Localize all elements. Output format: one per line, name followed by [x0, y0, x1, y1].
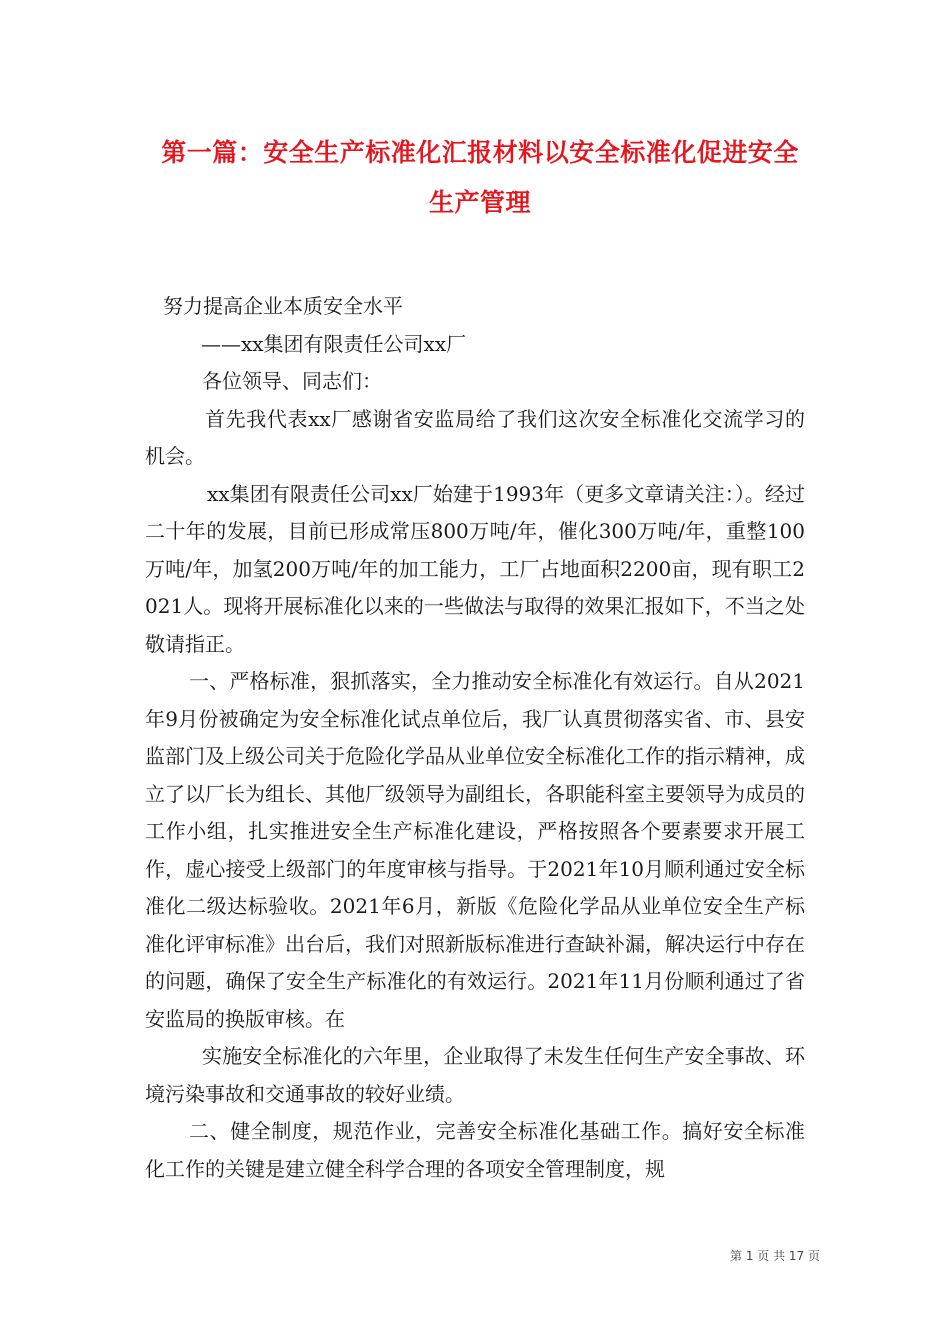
title-line-1: 第一篇：安全生产标准化汇报材料以安全标准化促进安全 [161, 138, 799, 167]
title-line-2: 生产管理 [428, 188, 531, 217]
page-indicator: 第 1 页 共 17 页 [730, 1249, 820, 1263]
document-body [145, 288, 805, 1188]
paragraph-company-overview: xx集团有限责任公司xx厂始建于1993年（更多文章请关注：）。经过二十年的发展，目前已形成常压800万吨/年，催化300万吨/年，重整100万吨/年，加氢200万吨/年的加工能力，工厂占地面积2200亩，现有职工2021人。现将开展标准化以来的一些做法与取得的效果汇报如下，不当之处敬请指正。 [145, 481, 805, 656]
subtitle: 努力提高企业本质安全水平 [163, 294, 403, 318]
paragraph-intro: 首先我代表xx厂感谢省安监局给了我们这次安全标准化交流学习的机会。 [145, 406, 805, 468]
paragraph-section-one: 一、严格标准，狠抓落实，全力推动安全标准化有效运行。自从2021年9月份被确定为安全标准化试点单位后，我厂认真贯彻落实省、市、县安监部门及上级公司关于危险化学品从业单位安全标准化工作的指示精神，成立了以厂长为组长、其他厂级领导为副组长，各职能科室主要领导为成员的工作小组，扎实推进安全生产标准化建设，严格按照各个要素要求开展工作，虚心接受上级部门的年度审核与指导。于2021年10月顺利通过安全标准化二级达标验收。2021年6月，新版《危险化学品从业单位安全生产标准化评审标准》出台后，我们对照新版标准进行查缺补漏，解决运行中存在的问题，确保了安全生产标准化的有效运行。2021年11月份顺利通过了省安监局的换版审核。在 [145, 669, 805, 1031]
byline: ——xx集团有限责任公司xx厂 [201, 331, 467, 356]
paragraph-achievements: 实施安全标准化的六年里，企业取得了未发生任何生产安全事故、环境污染事故和交通事故的较好业绩。 [145, 1044, 805, 1106]
document-title [140, 128, 820, 228]
paragraph-section-two: 二、健全制度，规范作业，完善安全标准化基础工作。搞好安全标准化工作的关键是建立健全科学合理的各项安全管理制度，规 [145, 1119, 805, 1181]
salutation: 各位领导、同志们： [202, 369, 382, 393]
